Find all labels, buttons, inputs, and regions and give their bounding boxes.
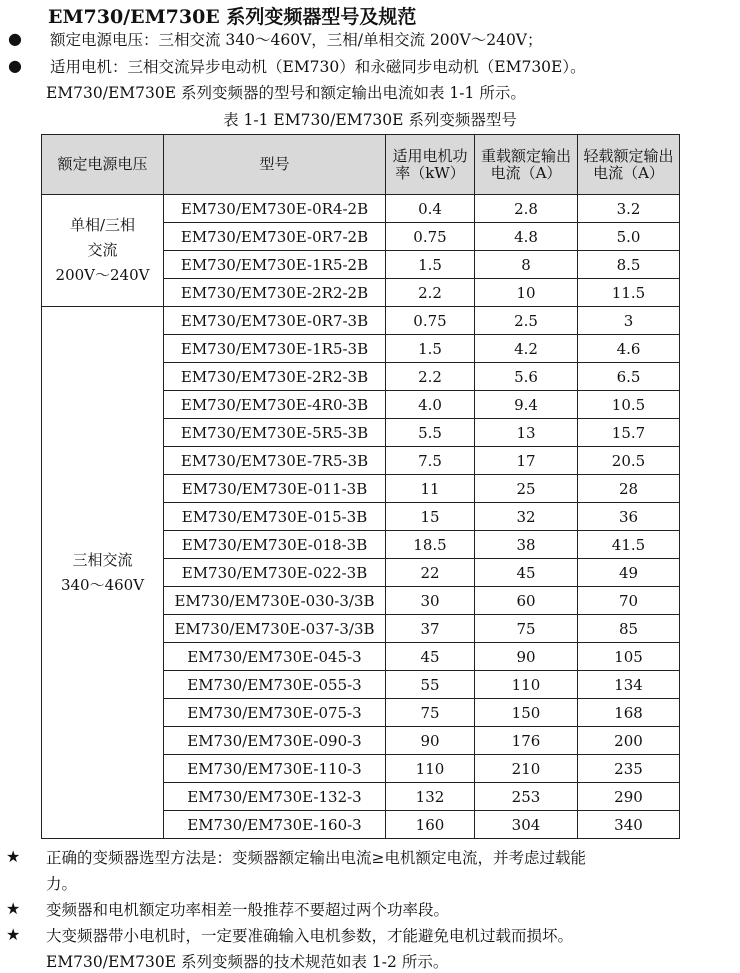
cell-power: 1.5	[386, 335, 475, 363]
cell-power: 55	[386, 671, 475, 699]
bullet-icon: ●	[8, 29, 22, 48]
cell-light-current: 5.0	[578, 223, 680, 251]
cell-power: 30	[386, 587, 475, 615]
group-label-single-three-phase	[42, 195, 164, 307]
cell-model: EM730/EM730E-022-3B	[164, 559, 386, 587]
header-heavy-current: 重载额定输出电流（A）	[475, 135, 578, 195]
cell-power: 37	[386, 615, 475, 643]
cell-heavy-current: 10	[475, 279, 578, 307]
cell-light-current: 10.5	[578, 391, 680, 419]
star-icon: ★	[6, 925, 21, 944]
cell-light-current: 200	[578, 727, 680, 755]
model-table	[41, 134, 680, 839]
group-label-three-phase	[42, 307, 164, 839]
cell-power: 22	[386, 559, 475, 587]
cell-heavy-current: 2.8	[475, 195, 578, 223]
cell-power: 18.5	[386, 531, 475, 559]
cell-light-current: 20.5	[578, 447, 680, 475]
cell-model: EM730/EM730E-0R7-3B	[164, 307, 386, 335]
cell-model: EM730/EM730E-015-3B	[164, 503, 386, 531]
cell-model: EM730/EM730E-2R2-3B	[164, 363, 386, 391]
cell-model: EM730/EM730E-037-3/3B	[164, 615, 386, 643]
cell-model: EM730/EM730E-0R4-2B	[164, 195, 386, 223]
cell-heavy-current: 176	[475, 727, 578, 755]
header-voltage: 额定电源电压	[42, 135, 164, 195]
header-power: 适用电机功率（kW）	[386, 135, 475, 195]
table-row	[42, 307, 680, 335]
cell-model: EM730/EM730E-7R5-3B	[164, 447, 386, 475]
cell-heavy-current: 4.2	[475, 335, 578, 363]
cell-light-current: 70	[578, 587, 680, 615]
cell-heavy-current: 210	[475, 755, 578, 783]
cell-power: 4.0	[386, 391, 475, 419]
cell-model: EM730/EM730E-045-3	[164, 643, 386, 671]
cell-light-current: 105	[578, 643, 680, 671]
cell-model: EM730/EM730E-132-3	[164, 783, 386, 811]
cell-light-current: 340	[578, 811, 680, 839]
cell-heavy-current: 32	[475, 503, 578, 531]
cell-model: EM730/EM730E-011-3B	[164, 475, 386, 503]
cell-light-current: 168	[578, 699, 680, 727]
cell-power: 0.75	[386, 307, 475, 335]
cell-power: 7.5	[386, 447, 475, 475]
star-icon: ★	[6, 847, 21, 866]
cell-model: EM730/EM730E-160-3	[164, 811, 386, 839]
cell-heavy-current: 17	[475, 447, 578, 475]
cell-heavy-current: 2.5	[475, 307, 578, 335]
cell-light-current: 290	[578, 783, 680, 811]
cell-light-current: 3	[578, 307, 680, 335]
cell-heavy-current: 90	[475, 643, 578, 671]
cell-power: 15	[386, 503, 475, 531]
bullet-text-voltage: 额定电源电压：三相交流 340～460V，三相/单相交流 200V～240V；	[50, 31, 543, 49]
cell-model: EM730/EM730E-055-3	[164, 671, 386, 699]
cell-heavy-current: 60	[475, 587, 578, 615]
note-1: 正确的变频器选型方法是：变频器额定输出电流≥电机额定电流，并考虑过载能	[46, 849, 586, 867]
cell-heavy-current: 75	[475, 615, 578, 643]
cell-heavy-current: 13	[475, 419, 578, 447]
cell-model: EM730/EM730E-075-3	[164, 699, 386, 727]
cell-model: EM730/EM730E-030-3/3B	[164, 587, 386, 615]
cell-light-current: 3.2	[578, 195, 680, 223]
cell-light-current: 15.7	[578, 419, 680, 447]
cell-heavy-current: 150	[475, 699, 578, 727]
cell-light-current: 28	[578, 475, 680, 503]
cell-power: 90	[386, 727, 475, 755]
cell-light-current: 6.5	[578, 363, 680, 391]
cell-heavy-current: 110	[475, 671, 578, 699]
cell-heavy-current: 25	[475, 475, 578, 503]
cell-light-current: 8.5	[578, 251, 680, 279]
star-icon: ★	[6, 899, 21, 918]
cell-light-current: 11.5	[578, 279, 680, 307]
cell-model: EM730/EM730E-2R2-2B	[164, 279, 386, 307]
group-label-line: 340～460V	[60, 575, 145, 594]
cell-model: EM730/EM730E-090-3	[164, 727, 386, 755]
group-label-line: 交流	[87, 241, 118, 259]
table-body	[42, 195, 680, 839]
cell-light-current: 134	[578, 671, 680, 699]
bullet-icon: ●	[8, 56, 22, 75]
cell-power: 132	[386, 783, 475, 811]
cell-heavy-current: 8	[475, 251, 578, 279]
cell-heavy-current: 9.4	[475, 391, 578, 419]
cell-heavy-current: 253	[475, 783, 578, 811]
cell-model: EM730/EM730E-1R5-3B	[164, 335, 386, 363]
group-label-line: 200V～240V	[55, 266, 150, 284]
bullet-text-motor: 适用电机：三相交流异步电动机（EM730）和永磁同步电动机（EM730E）。	[50, 58, 586, 76]
cell-power: 2.2	[386, 363, 475, 391]
table-header-row	[42, 135, 680, 195]
cell-heavy-current: 4.8	[475, 223, 578, 251]
cell-light-current: 49	[578, 559, 680, 587]
cell-light-current: 36	[578, 503, 680, 531]
cell-model: EM730/EM730E-018-3B	[164, 531, 386, 559]
outro-text: EM730/EM730E 系列变频器的技术规范如表 1-2 所示。	[46, 953, 449, 971]
cell-power: 1.5	[386, 251, 475, 279]
intro-text: EM730/EM730E 系列变频器的型号和额定输出电流如表 1-1 所示。	[46, 84, 526, 102]
cell-power: 0.75	[386, 223, 475, 251]
cell-power: 11	[386, 475, 475, 503]
note-2: 变频器和电机额定功率相差一般推荐不要超过两个功率段。	[46, 901, 450, 919]
cell-heavy-current: 45	[475, 559, 578, 587]
cell-light-current: 235	[578, 755, 680, 783]
table-caption: 表 1-1 EM730/EM730E 系列变频器型号	[223, 111, 517, 129]
cell-power: 110	[386, 755, 475, 783]
cell-power: 160	[386, 811, 475, 839]
cell-power: 5.5	[386, 419, 475, 447]
cell-power: 0.4	[386, 195, 475, 223]
cell-light-current: 85	[578, 615, 680, 643]
cell-light-current: 4.6	[578, 335, 680, 363]
cell-model: EM730/EM730E-110-3	[164, 755, 386, 783]
group-label-line: 三相交流	[72, 550, 133, 569]
group-label-line: 单相/三相	[69, 216, 136, 234]
header-light-current: 轻载额定输出电流（A）	[578, 135, 680, 195]
cell-heavy-current: 38	[475, 531, 578, 559]
cell-power: 2.2	[386, 279, 475, 307]
table-row	[42, 195, 680, 223]
cell-model: EM730/EM730E-5R5-3B	[164, 419, 386, 447]
cell-model: EM730/EM730E-4R0-3B	[164, 391, 386, 419]
cell-model: EM730/EM730E-0R7-2B	[164, 223, 386, 251]
doc-title: EM730/EM730E 系列变频器型号及规范	[48, 6, 417, 28]
header-model: 型号	[164, 135, 386, 195]
note-1-cont: 力。	[46, 875, 78, 893]
note-3: 大变频器带小电机时，一定要准确输入电机参数，才能避免电机过载而损坏。	[46, 927, 574, 945]
cell-model: EM730/EM730E-1R5-2B	[164, 251, 386, 279]
cell-light-current: 41.5	[578, 531, 680, 559]
cell-heavy-current: 304	[475, 811, 578, 839]
cell-power: 45	[386, 643, 475, 671]
cell-heavy-current: 5.6	[475, 363, 578, 391]
cell-power: 75	[386, 699, 475, 727]
